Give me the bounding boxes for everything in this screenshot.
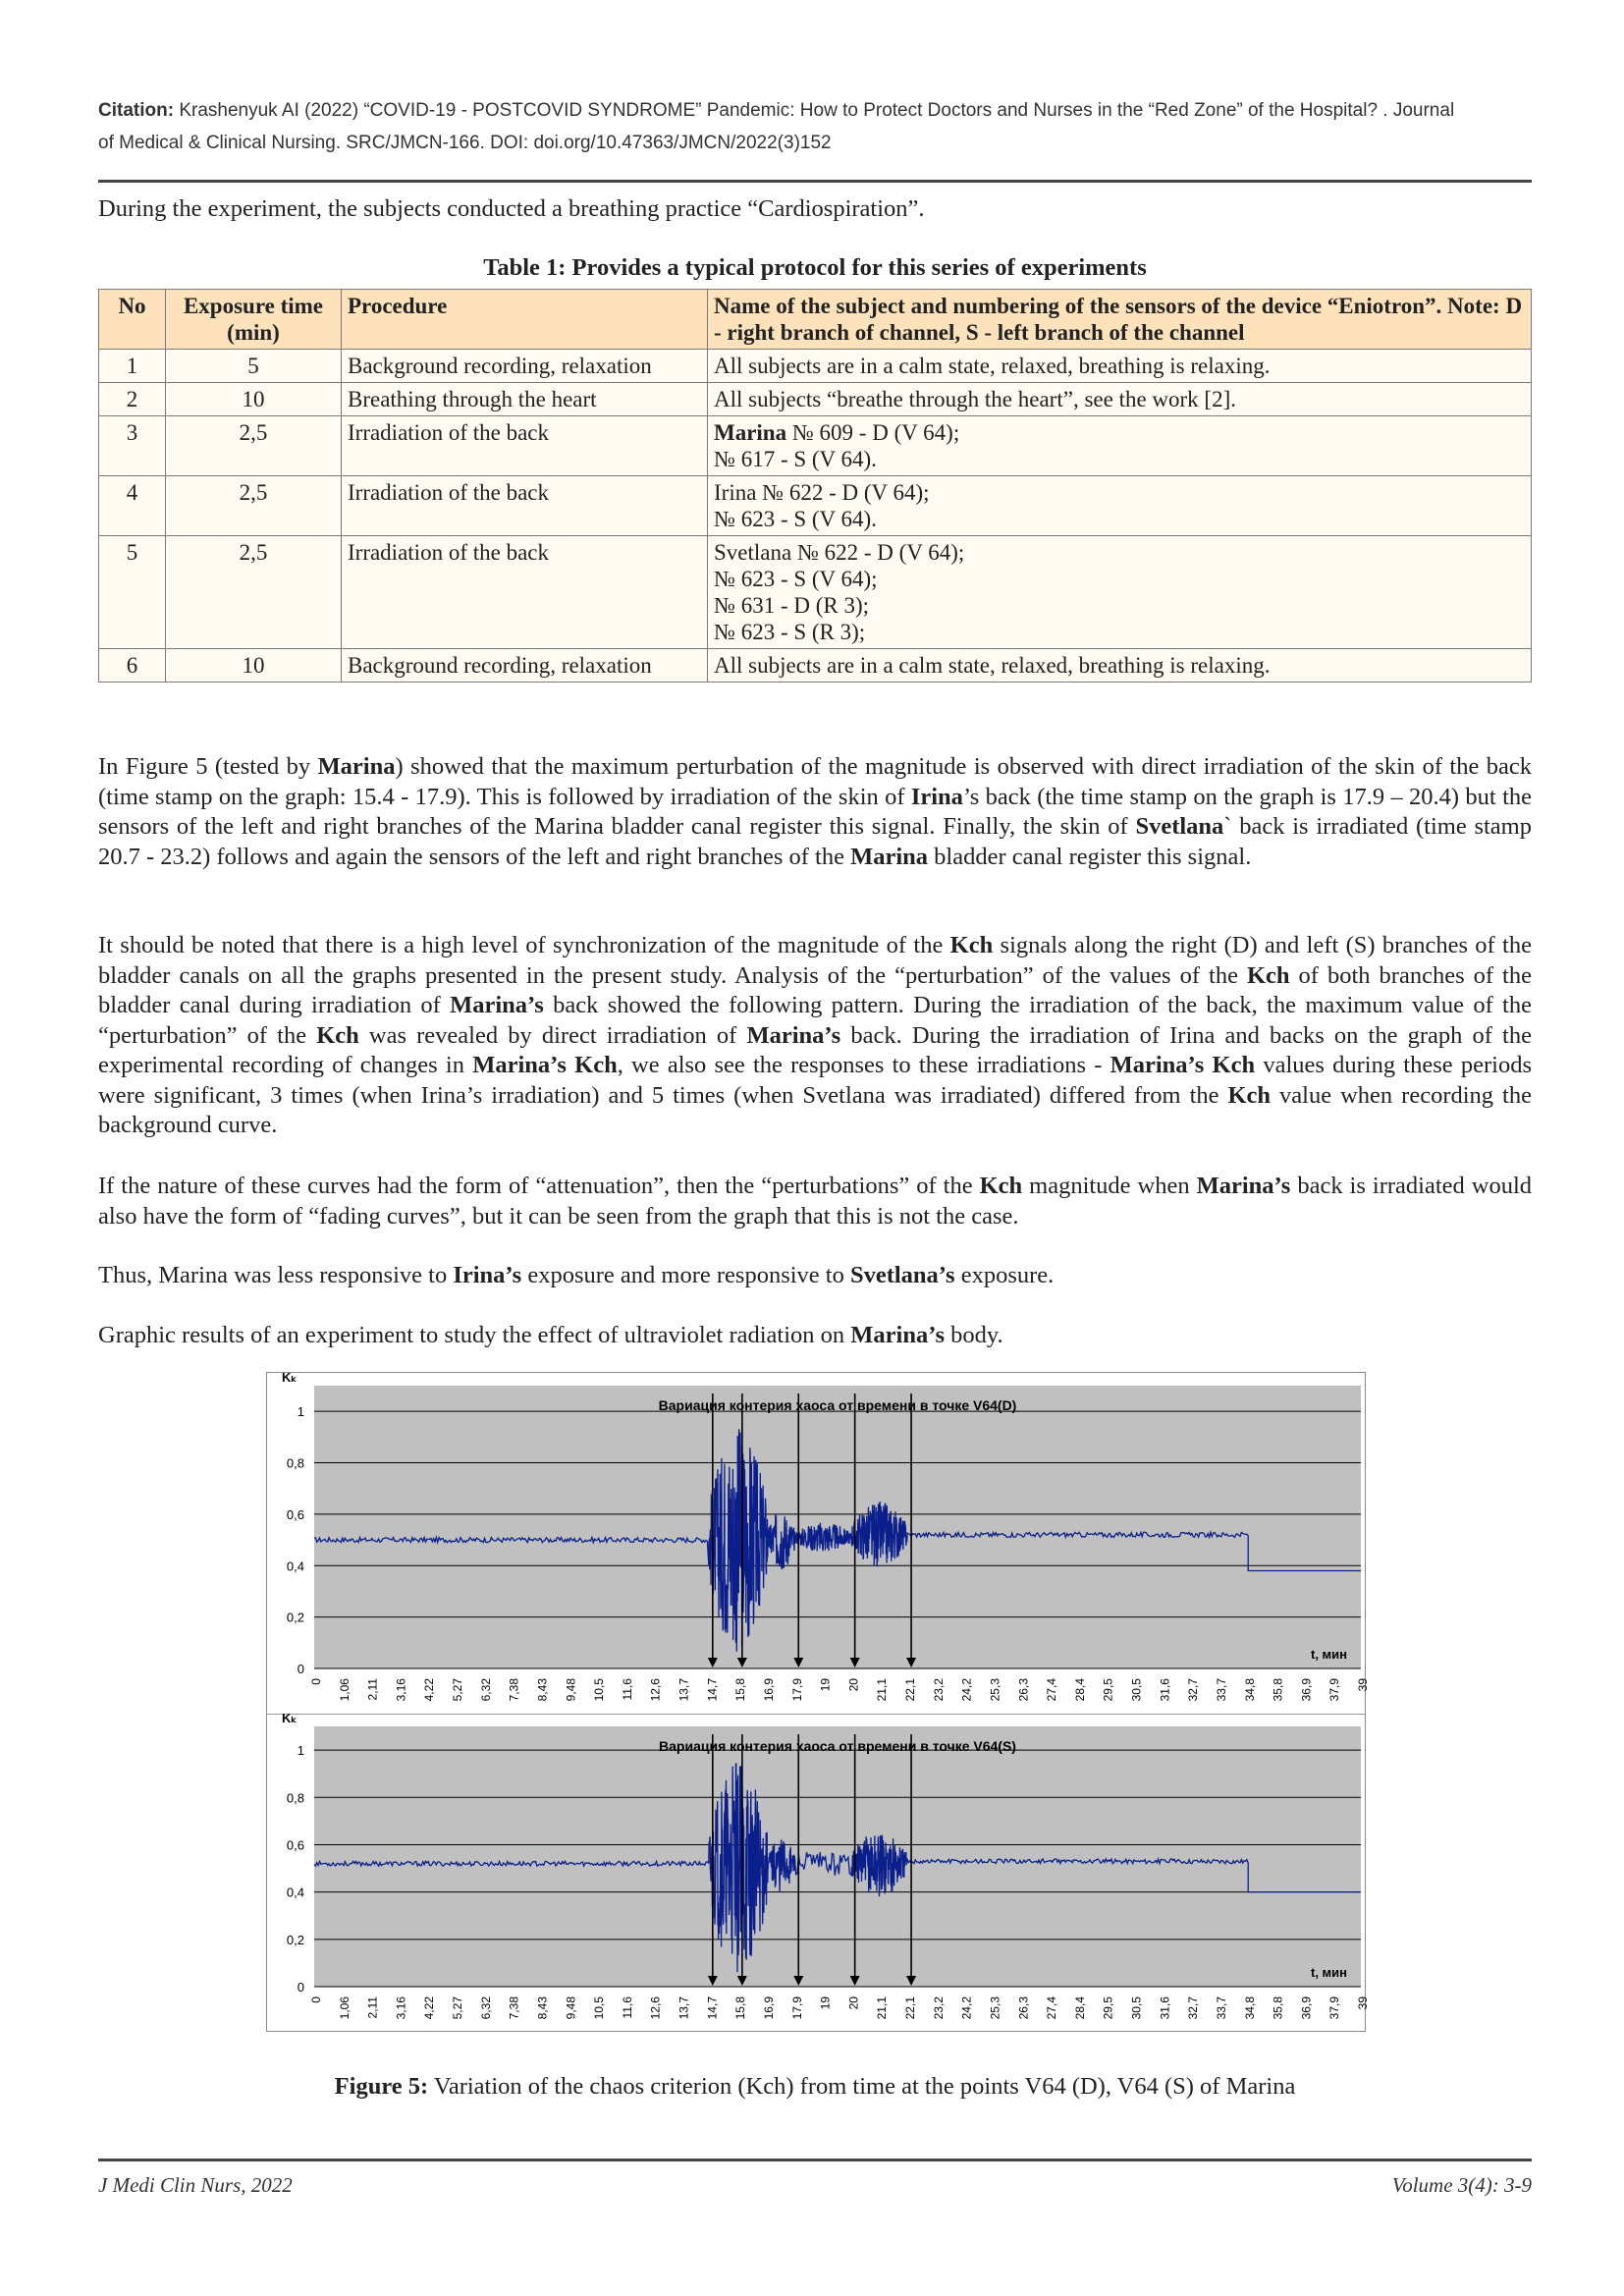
y-tick-label: 0 [297, 1662, 304, 1676]
x-tick-label: 9,48 [564, 1678, 578, 1702]
subject-line: Irina № 622 - D (V 64); [714, 480, 930, 505]
x-tick-label: 34,8 [1242, 1996, 1257, 2020]
col-header-subject: Name of the subject and numbering of the sensors of the device “Eniotron”. Note: D - right branch of channel, S - left branch of the channel [708, 290, 1532, 350]
subject-line: All subjects “breathe through the heart”, see the work [2]. [714, 387, 1236, 411]
x-tick-label: 35,8 [1271, 1678, 1285, 1702]
cell-no: 5 [99, 536, 166, 649]
x-tick-label: 11,6 [620, 1678, 634, 1701]
x-axis-label: t, мин [1310, 1965, 1347, 1980]
x-tick-label: 9,48 [564, 1996, 578, 2020]
x-tick-label: 2,11 [365, 1678, 380, 1701]
x-tick-label: 28,4 [1072, 1678, 1087, 1702]
bold-term: Kch [979, 1173, 1023, 1199]
x-tick-label: 37,9 [1327, 1996, 1342, 2020]
x-tick-label: 23,2 [931, 1678, 946, 1702]
bold-term: Svetlana [1135, 813, 1224, 840]
cell-procedure: Irradiation of the back [342, 416, 708, 476]
cell-exposure: 2,5 [166, 476, 342, 536]
x-tick-label: 11,6 [620, 1996, 634, 2019]
paragraph-2: It should be noted that there is a high level of synchronization of the magnitude of the Kch signals along the right (D) and left (S) branches of the bladder canals on all the graphs presented in the present study. Analysis of the “perturbation” of the values of the Kch of both branches of the bladder canal during irradiation of Marina’s back showed the following pattern. During the irradiation of the back, the maximum value of the “perturbation” of the Kch was revealed by direct irradiation of Marina’s back. During the irradiation of Irina and backs on the graph of the experimental recording of changes in Marina’s Kch, we also see the responses to these irradiations - Marina’s Kch values during these periods were significant, 3 times (when Irina’s irradiation) and 5 times (when Svetlana was irradiated) differed from the Kch value when recording the background curve. [98, 932, 1532, 1138]
table-row [99, 383, 1532, 416]
bold-term: Marina’s [450, 992, 544, 1018]
cell-subject [708, 350, 1532, 383]
x-tick-label: 16,9 [761, 1996, 776, 2020]
x-tick-label: 31,6 [1158, 1996, 1172, 2020]
x-tick-label: 14,7 [705, 1996, 720, 2020]
y-tick-label: 0 [297, 1980, 304, 1995]
x-tick-label: 29,5 [1101, 1996, 1115, 2020]
y-tick-label: 0,4 [286, 1558, 304, 1574]
bold-term: Marina [850, 843, 929, 870]
x-tick-label: 19 [818, 1996, 833, 2010]
subject-line: № 631 - D (R 3); [714, 593, 870, 618]
cell-subject [708, 476, 1532, 536]
intro-paragraph: During the experiment, the subjects conducted a breathing practice “Cardiospiration”. [98, 195, 925, 222]
table-body [99, 350, 1532, 683]
cell-exposure: 2,5 [166, 536, 342, 649]
cell-procedure: Background recording, relaxation [342, 350, 708, 383]
citation-line-1: Krashenyuk AI (2022) “COVID-19 - POSTCOVID SYNDROME” Pandemic: How to Protect Doctors and Nurses in the “Red Zone” of the Hospital? . Journal [179, 100, 1455, 121]
x-tick-label: 29,5 [1101, 1678, 1115, 1702]
header-rule [98, 180, 1532, 183]
chart-title: Вариация контерия хаоса от времени в точке V64(S) [659, 1738, 1016, 1754]
y-tick-label: 0,8 [286, 1790, 304, 1806]
bold-term: Irina [910, 783, 963, 810]
subject-line: № 617 - S (V 64). [714, 447, 877, 471]
table-row [99, 476, 1532, 536]
x-tick-label: 13,7 [677, 1996, 691, 2020]
x-tick-label: 39 [1356, 1678, 1370, 1692]
cell-no: 3 [99, 416, 166, 476]
footer-rule [98, 2159, 1532, 2161]
y-tick-label: 0,6 [286, 1506, 304, 1522]
cell-procedure: Breathing through the heart [342, 383, 708, 416]
x-tick-label: 25,3 [988, 1678, 1002, 1702]
subject-line: № 623 - S (R 3); [714, 620, 866, 644]
cell-exposure: 10 [166, 383, 342, 416]
x-tick-label: 36,9 [1299, 1996, 1314, 2020]
x-tick-label: 6,32 [478, 1678, 493, 1702]
table-row [99, 350, 1532, 383]
x-tick-label: 7,38 [507, 1678, 521, 1702]
y-axis-label: Kₖ [282, 1370, 297, 1385]
cell-exposure: 10 [166, 649, 342, 683]
x-tick-label: 6,32 [478, 1996, 493, 2020]
x-tick-label: 2,11 [365, 1996, 380, 2019]
x-tick-label: 8,43 [535, 1678, 550, 1702]
table-row [99, 649, 1532, 683]
x-tick-label: 24,2 [959, 1996, 974, 2020]
subject-line: Marina № 609 - D (V 64); [714, 420, 960, 445]
y-tick-label: 0,2 [286, 1932, 304, 1947]
paragraph-4: Thus, Marina was less responsive to Irina’s exposure and more responsive to Svetlana’s exposure. [98, 1262, 1055, 1288]
x-tick-label: 28,4 [1072, 1996, 1087, 2020]
cell-no: 2 [99, 383, 166, 416]
x-tick-label: 22,1 [903, 1678, 918, 1702]
x-tick-label: 16,9 [761, 1678, 776, 1702]
bold-term: Kch [316, 1021, 359, 1049]
plot-area [314, 1386, 1361, 1668]
y-tick-label: 0,4 [286, 1885, 304, 1900]
bold-term: Irina’s [453, 1262, 522, 1288]
x-tick-label: 31,6 [1158, 1678, 1172, 1702]
table-header-row [99, 290, 1532, 350]
cell-subject [708, 536, 1532, 649]
x-tick-label: 7,38 [507, 1996, 521, 2020]
x-axis-label: t, мин [1310, 1647, 1347, 1662]
x-tick-label: 32,7 [1186, 1678, 1201, 1702]
subject-line: Svetlana № 622 - D (V 64); [714, 540, 965, 565]
x-tick-label: 3,16 [394, 1996, 408, 2020]
bold-term: Marina’s [850, 1322, 946, 1348]
x-tick-label: 26,3 [1016, 1996, 1031, 2020]
bold-term: Marina’s [1196, 1173, 1291, 1199]
x-tick-label: 24,2 [959, 1678, 974, 1702]
x-tick-label: 36,9 [1299, 1678, 1314, 1702]
x-tick-label: 34,8 [1242, 1678, 1257, 1702]
chart-title: Вариация контерия хаоса от времени в точке V64(D) [658, 1397, 1017, 1413]
bold-term: Marina’s Kch [1110, 1052, 1256, 1078]
paragraph-5: Graphic results of an experiment to study the effect of ultraviolet radiation on Marina’s body. [98, 1322, 1003, 1348]
figure-5 [266, 1370, 1370, 2032]
x-tick-label: 32,7 [1186, 1996, 1201, 2020]
bold-term: Marina’s [746, 1021, 841, 1049]
x-tick-label: 30,5 [1129, 1678, 1144, 1702]
subject-line: All subjects are in a calm state, relaxed, breathing is relaxing. [714, 653, 1271, 678]
x-tick-label: 33,7 [1214, 1996, 1228, 2020]
subject-line: All subjects are in a calm state, relaxed, breathing is relaxing. [714, 354, 1271, 378]
x-tick-label: 0 [309, 1996, 323, 2003]
x-tick-label: 17,9 [789, 1678, 804, 1702]
x-tick-label: 25,3 [988, 1996, 1002, 2020]
x-tick-label: 4,22 [422, 1678, 437, 1702]
x-tick-label: 27,4 [1045, 1678, 1059, 1702]
x-tick-label: 12,6 [648, 1678, 663, 1702]
citation-line-2: of Medical & Clinical Nursing. SRC/JMCN-166. DOI: doi.org/10.47363/JMCN/2022(3)152 [98, 133, 832, 153]
bold-term: Marina’s Kch [472, 1052, 618, 1078]
x-tick-label: 15,8 [733, 1678, 748, 1702]
x-tick-label: 5,27 [451, 1678, 465, 1702]
footer-journal: J Medi Clin Nurs, 2022 [98, 2173, 293, 2197]
table-caption: Table 1: Provides a typical protocol for this series of experiments [483, 254, 1147, 281]
x-tick-label: 3,16 [394, 1678, 408, 1702]
x-tick-label: 26,3 [1016, 1678, 1031, 1702]
cell-subject [708, 416, 1532, 476]
cell-no: 6 [99, 649, 166, 683]
x-tick-label: 35,8 [1271, 1996, 1285, 2020]
cell-subject [708, 383, 1532, 416]
y-tick-label: 0,2 [286, 1610, 304, 1625]
cell-no: 4 [99, 476, 166, 536]
paragraph-3: If the nature of these curves had the form of “attenuation”, then the “perturbations” of the Kch magnitude when Marina’s back is irradiated would also have the form of “fading curves”, but it can be seen from the graph that this is not the case. [98, 1173, 1532, 1230]
bold-term: Kch [1227, 1081, 1272, 1109]
cell-exposure: 5 [166, 350, 342, 383]
x-tick-label: 5,27 [451, 1996, 465, 2020]
x-tick-label: 15,8 [733, 1996, 748, 2020]
x-tick-label: 10,5 [592, 1678, 607, 1702]
x-tick-label: 17,9 [789, 1996, 804, 2020]
x-tick-label: 13,7 [677, 1678, 691, 1702]
x-tick-label: 23,2 [931, 1996, 946, 2020]
x-tick-label: 1,06 [337, 1996, 352, 2020]
x-tick-label: 12,6 [648, 1996, 663, 2020]
x-tick-label: 0 [309, 1678, 323, 1685]
figure-caption [98, 2073, 1532, 2101]
x-tick-label: 4,22 [422, 1996, 437, 2020]
cell-procedure: Irradiation of the back [342, 536, 708, 649]
col-header-procedure: Procedure [342, 290, 708, 350]
x-tick-label: 39 [1356, 1996, 1370, 2010]
x-tick-label: 30,5 [1129, 1996, 1144, 2020]
col-header-no: No [99, 290, 166, 350]
cell-no: 1 [99, 350, 166, 383]
chart-v64-s [267, 1711, 1370, 2031]
chart-v64-d [267, 1370, 1370, 1714]
cell-procedure: Irradiation of the back [342, 476, 708, 536]
cell-exposure: 2,5 [166, 416, 342, 476]
subject-line: № 623 - S (V 64). [714, 507, 877, 531]
plot-area [314, 1726, 1361, 1987]
x-tick-label: 1,06 [337, 1678, 352, 1702]
x-tick-label: 8,43 [535, 1996, 550, 2020]
x-tick-label: 20 [846, 1678, 861, 1692]
cell-procedure: Background recording, relaxation [342, 649, 708, 683]
x-tick-label: 14,7 [705, 1678, 720, 1702]
citation-label: Citation: [98, 100, 175, 121]
footer-volume: Volume 3(4): 3-9 [1391, 2173, 1532, 2197]
y-tick-label: 0,8 [286, 1455, 304, 1471]
paragraph-1: In Figure 5 (tested by Marina) showed that the maximum perturbation of the magnitude is observed with direct irradiation of the skin of the back (time stamp on the graph: 15.4 - 17.9). This is followed by irradiation of the skin of Irina’s back (the time stamp on the graph is 17.9 – 20.4) but the sensors of the left and right branches of the Marina bladder canal register this signal. Finally, the skin of Svetlana` back is irradiated (time stamp 20.7 - 23.2) follows and again the sensors of the left and right branches of the Marina bladder canal register this signal. [98, 753, 1533, 870]
bold-term: Svetlana’s [849, 1262, 955, 1288]
x-tick-label: 21,1 [875, 1996, 890, 2020]
x-tick-label: 22,1 [903, 1996, 918, 2020]
protocol-table [98, 289, 1532, 683]
table-row [99, 536, 1532, 649]
citation [98, 94, 1532, 159]
y-tick-label: 1 [297, 1743, 304, 1759]
bold-term: Kch [1246, 961, 1290, 989]
subject-line: № 623 - S (V 64); [714, 567, 878, 591]
y-axis-label: Kₖ [282, 1711, 297, 1725]
x-tick-label: 37,9 [1327, 1678, 1342, 1702]
x-tick-label: 27,4 [1045, 1996, 1059, 2020]
y-tick-label: 0,6 [286, 1837, 304, 1853]
x-tick-label: 33,7 [1214, 1678, 1228, 1702]
col-header-exposure: Exposure time (min) [166, 290, 342, 350]
x-tick-label: 10,5 [592, 1996, 607, 2020]
bold-term: Kch [949, 932, 994, 958]
x-tick-label: 21,1 [875, 1678, 890, 1702]
figure-caption-label: Figure 5: [334, 2073, 429, 2100]
y-tick-label: 1 [297, 1404, 304, 1420]
x-tick-label: 19 [818, 1678, 833, 1692]
cell-subject [708, 649, 1532, 683]
bold-term: Marina [317, 753, 396, 780]
table-row [99, 416, 1532, 476]
x-tick-label: 20 [846, 1996, 861, 2010]
figure-caption-text: Variation of the chaos criterion (Kch) from time at the points V64 (D), V64 (S) of Marina [428, 2073, 1296, 2100]
